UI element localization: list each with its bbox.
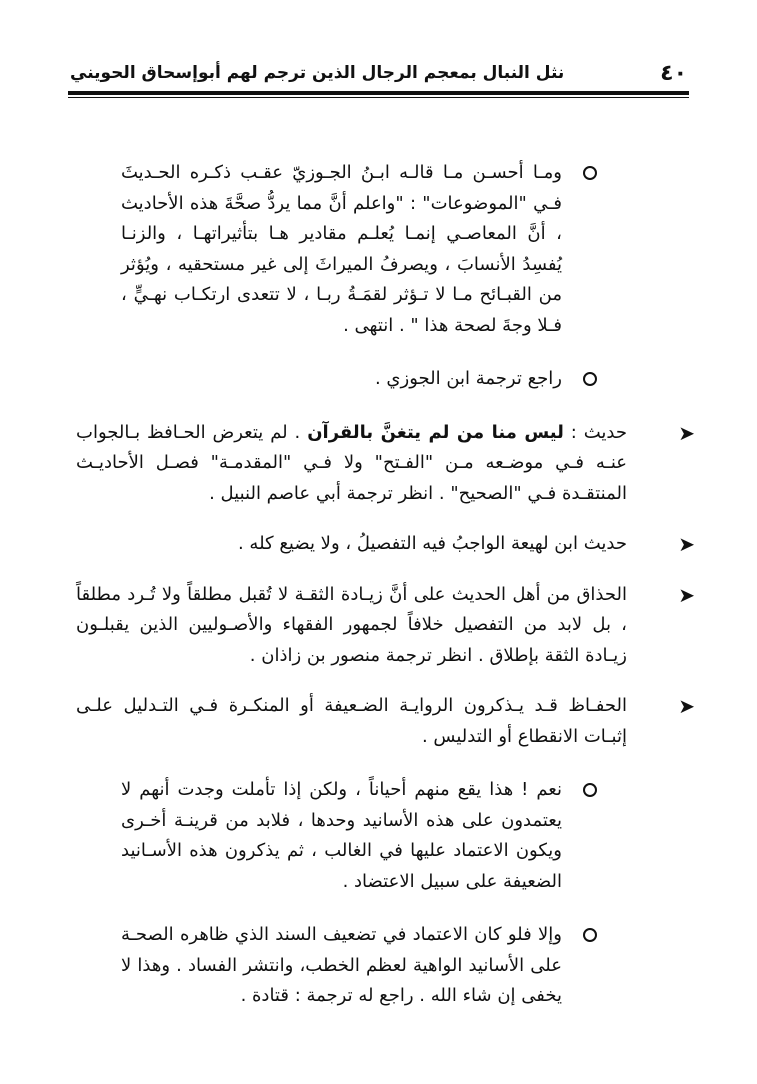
arrow-bullet-icon: ➤ [678,532,695,556]
note-text: وإلا فلو كان الاعتماد في تضعيف السند الذي ظاهره الصحـة على الأسانيد الواهية لعظم الخطب، وانتشر الفساد . وهذا لا يخفى إن شاء الله . راجع له ترجمة : قتادة . [121,924,562,1006]
page-number: ٤٠ [660,60,687,86]
entry-text: الحفـاظ قـد يـذكرون الروايـة الضـعيفة أو المنكـرة فـي التـدليل علـى إثبـات الانقطاع أو التدليس . [76,695,627,747]
arrow-bullet-icon: ➤ [678,582,695,607]
note-see-ibn-al-jawzi [121,364,707,395]
header-rule [68,91,689,95]
entry-ibn-lahiah [76,529,707,560]
circle-bullet-icon [583,158,597,189]
entry-hadith-taghanni [76,418,707,510]
entry-prefix: حديث : [563,421,628,443]
arrow-bullet-icon: ➤ [678,420,695,445]
arrow-bullet-icon: ➤ [678,694,695,718]
circle-bullet-icon [583,920,597,951]
note-yes-this-happens [121,775,707,897]
page-body [76,158,707,1012]
note-text: نعم ! هذا يقع منهم أحياناً ، ولكن إذا تأملت وجدت أنهم لا يعتمدون على هذه الأسانيد وحدها ، فلابد من قرينـة أخـرى ويكون الاعتماد عليها في الغالب ، ثم يذكرون هذه الأسـانيد الضعيفة على سبيل الاعتضاد . [121,779,562,892]
note-text: راجع ترجمة ابن الجوزي . [374,368,562,389]
page-header [70,58,687,88]
entry-hadith-text: ليس منا من لم يتغنَّ بالقرآن [307,421,564,443]
entry-ziyadat-al-thiqah [76,580,707,672]
note-ibn-al-jawzi-quote [121,158,707,341]
circle-bullet-icon [583,775,597,806]
circle-bullet-icon [583,364,597,395]
note-otherwise [121,920,707,1012]
entry-huffaz-weak-narrations [76,691,707,752]
entry-text: الحذاق من أهل الحديث على أنَّ زيـادة الثقـة لا تُقبل مطلقاً ولا تُـرد مطلقاً ، بل لابد من التفصيل خلافاً لجمهور الفقهاء والأصـوليين الذين يقبلـون زيـادة الثقة بإطلاق . انظر ترجمة منصور بن زاذان . [76,583,627,666]
entry-text: . لم يتعرض الحـافظ بـالجواب عنـه فـي موضـعه مـن "الفـتح" ولا فـي "المقدمـة" فصـل الأحاديـث المنتقـدة فـي "الصحيح" . انظر ترجمة أبي عاصم النبيل . [76,421,627,504]
running-title: نثل النبال بمعجم الرجال الذين ترجم لهم أبوإسحاق الحويني [70,63,565,83]
header-rule-thin [68,97,689,98]
note-text: ومـا أحسـن مـا قالـه ابـنُ الجـوزيّ عقـب ذكـره الحـديثَ فـي "الموضوعات" : "واعلم أنَّ مما يردُّ صحَّةَ هذه الأحاديث ، أنَّ المعاصـي إنمـا يُعلـم مقادير هـا بتأثيراتهـا ، والزنـا يُفسِدُ الأنسابَ ، ويصرفُ الميراثَ إلى غير مستحقيه ، ويُؤثر من القبـائح مـا لا تـؤثر لقمَـةُ ربـا ، لا تتعدى ارتكـاب نهـيٍّ ، فـلا وجةَ لصحة هذا " . انتهى . [121,162,562,336]
entry-text: حديث ابن لهيعة الواجبُ فيه التفصيلُ ، ولا يضيع كله . [237,533,627,554]
